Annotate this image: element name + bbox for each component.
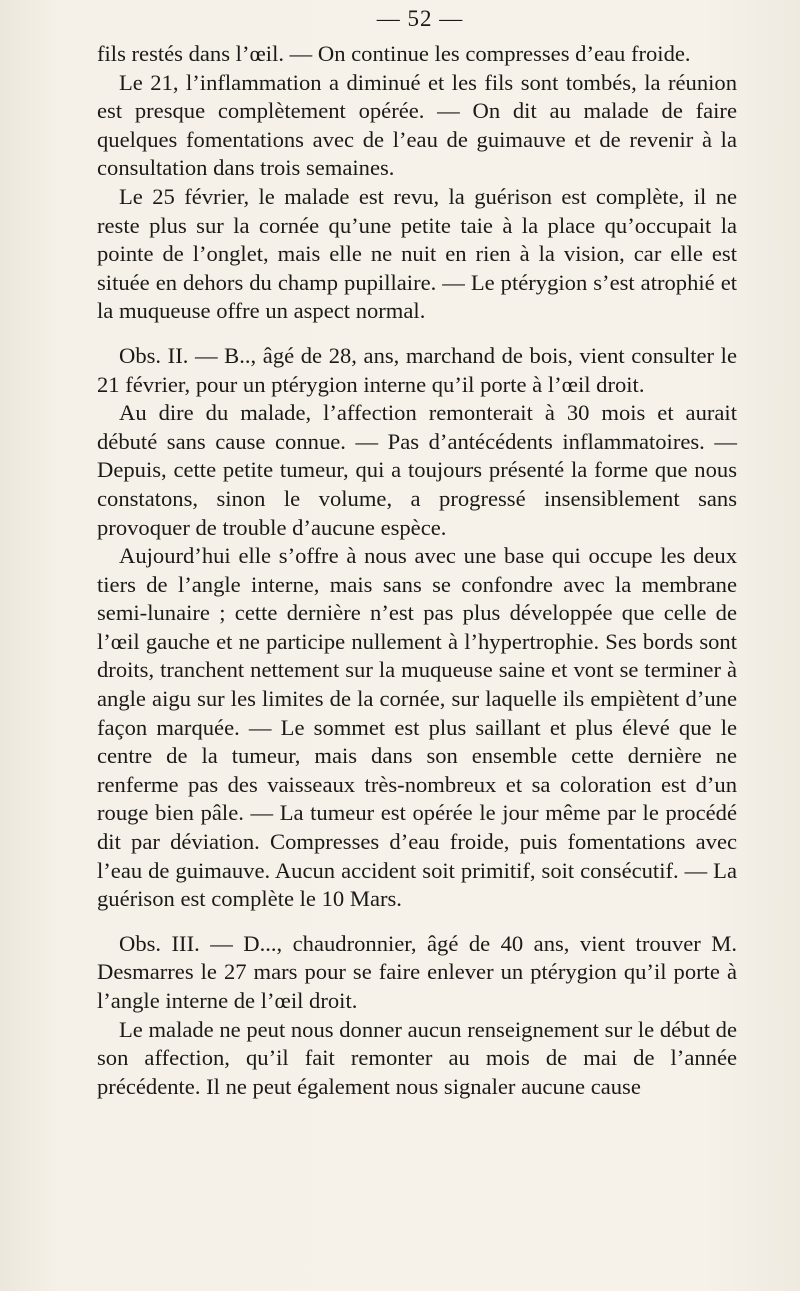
observation-3-heading: Obs. III. — D..., chaudronnier, âgé de 40 ans, vient trouver M. Desmarres le 27 mars pour se faire enlever un ptérygion qu’il porte à l’angle interne de l’œil droit.	[97, 930, 737, 1013]
section-gap	[97, 914, 737, 930]
paragraph-recovery: Le 25 février, le malade est revu, la guérison est complète, il ne reste plus sur la cornée qu’une petite taie à la place qu’occupait la pointe de l’onglet, mais elle ne nuit en rien à la vision, car elle est située en dehors du champ pupillaire. — Le ptérygion s’est atrophié et la muqueuse offre un aspect normal.	[97, 183, 737, 324]
paragraph-continuation: fils restés dans l’œil. — On continue les compresses d’eau froide.	[97, 41, 691, 66]
observation-2-description: Aujourd’hui elle s’offre à nous avec une base qui occupe les deux tiers de l’angle interne, mais sans se confondre avec la membrane semi-lunaire ; cette dernière n’est pas plus développée que celle de l’œil gauche et ne participe nullement à l’hypertrophie. Ses bords sont droits, tranchent nettement sur la muqueuse saine et vont se terminer à angle aigu sur les limites de la cornée, sur laquelle ils empiètent d’une façon marquée. — Le sommet est plus saillant et plus élevé que le centre de la tumeur, mais dans son ensemble cette dernière ne renferme pas des vaisseaux très-nombreux et sa coloration est d’un rouge bien pâle. — La tumeur est opérée le jour même par le procédé dit par déviation. Compresses d’eau froide, puis fomentations avec l’eau de guimauve. Aucun accident soit primitif, soit consécutif. — La guérison est complète le 10 Mars.	[97, 543, 737, 912]
observation-3-history: Le malade ne peut nous donner aucun renseignement sur le début de son affection, qu’il fait remonter au mois de mai de l’année précédente. Il ne peut également nous signaler aucune cause	[97, 1016, 737, 1099]
observation-2-heading: Obs. II. — B.., âgé de 28, ans, marchand de bois, vient consulter le 21 février, pour un ptérygion interne qu’il porte à l’œil droit.	[97, 342, 737, 397]
section-gap	[97, 326, 737, 342]
body-text	[97, 40, 737, 1101]
observation-2-history: Au dire du malade, l’affection remonterait à 30 mois et aurait débuté sans cause connue. — Pas d’antécédents inflammatoires. — Depuis, cette petite tumeur, qui a toujours présenté la forme que nous constatons, sinon le volume, a progressé insensiblement sans provoquer de trouble d’aucune espèce.	[97, 400, 737, 540]
paragraph-inflammation: Le 21, l’inflammation a diminué et les fils sont tombés, la réunion est presque complètement opérée. — On dit au malade de faire quelques fomentations avec de l’eau de guimauve et de revenir à la consultation dans trois semaines.	[97, 69, 737, 181]
page-number: — 52 —	[376, 6, 464, 31]
